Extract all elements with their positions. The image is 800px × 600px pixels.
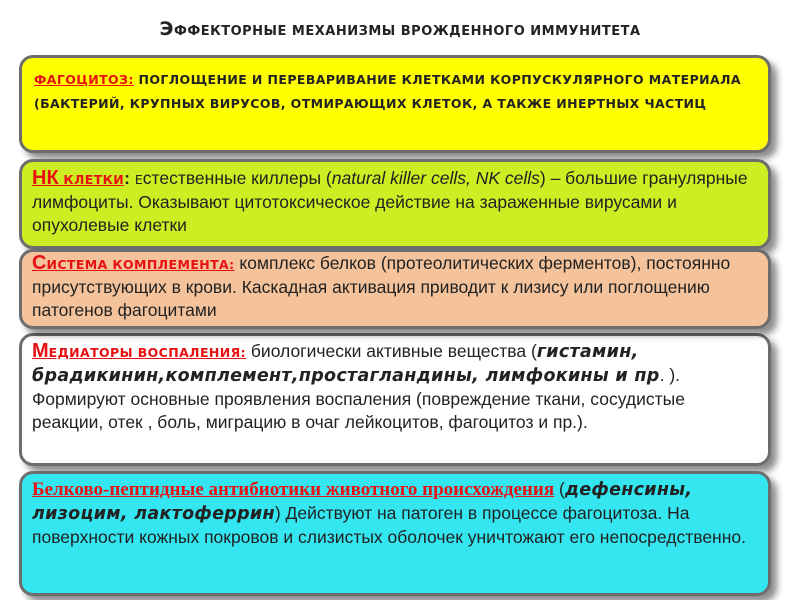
complement-key-big: С	[32, 252, 47, 274]
mediators-key	[32, 341, 246, 361]
nk-cells-italic: natural killer cells, NK cells	[331, 168, 540, 188]
mediators-box	[19, 333, 771, 466]
mediators-text-a: биологически активные вещества (	[246, 341, 537, 361]
nk-cells-key-big: НК	[32, 167, 59, 189]
mediators-bold-italic: гистамин, брадикинин,комплемент,простагландины, лимфокины и пр	[32, 342, 660, 386]
complement-key-rest: ИСТЕМА КОМПЛЕМЕНТА:	[46, 257, 235, 272]
mediators-text-b: . ). Формируют основные проявления воспаления (повреждение ткани, сосудистые реакции, отек , боль, миграцию в очаг лейкоцитов, фагоцитоз и пр.).	[32, 365, 685, 432]
antibiotics-bold-italic: дефенсины, лизоцим, лактоферрин	[32, 480, 693, 524]
complement-key	[32, 253, 235, 273]
mediators-key-big: М	[32, 340, 49, 362]
page-title	[0, 18, 800, 40]
antibiotics-box	[19, 471, 771, 596]
title-initial: Э	[159, 18, 174, 40]
complement-text: комплекс белков (протеолитических ферментов), постоянно присутствующих в крови. Каскадная активация приводит к лизису или поглощению патогенов фагоцитами	[32, 253, 731, 320]
nk-cells-key-rest: КЛЕТКИ	[58, 172, 125, 187]
phagocytosis-key: ФАГОЦИТОЗ:	[34, 72, 134, 87]
complement-box	[19, 249, 771, 329]
mediators-key-rest: ЕДИАТОРЫ ВОСПАЛЕНИЯ:	[48, 345, 247, 360]
antibiotics-text-b: ) Действуют на патоген в процессе фагоцитоза. На поверхности кожных покровов и слизистых оболочек уничтожают его непосредственно.	[32, 503, 746, 547]
nk-cells-key	[32, 168, 124, 188]
nk-cells-box	[19, 159, 771, 249]
antibiotics-text-a: (	[554, 479, 565, 499]
phagocytosis-text: ПОГЛОЩЕНИЕ И ПЕРЕВАРИВАНИЕ КЛЕТКАМИ КОРПУСКУЛЯРНОГО МАТЕРИАЛА (БАКТЕРИЙ, КРУПНЫХ ВИРУСОВ, ОТМИРАЮЩИХ КЛЕТОК, А ТАКЖЕ ИНЕРТНЫХ ЧАСТИЦ	[34, 72, 741, 111]
phagocytosis-box	[19, 55, 771, 153]
nk-cells-lead: Е	[134, 172, 143, 187]
nk-cells-text-b: ) – большие гранулярные лимфоциты. Оказывают цитотоксическое действие на зараженные вирусами и опухолевые клетки	[32, 168, 748, 235]
antibiotics-key: Белково-пептидные антибиотики животного происхождения	[32, 479, 555, 500]
title-rest: ФФЕКТОРНЫЕ МЕХАНИЗМЫ ВРОЖДЕННОГО ИММУНИТЕТА	[173, 24, 641, 39]
nk-cells-sep: :	[124, 168, 135, 188]
nk-cells-text-a: стественные киллеры (	[142, 168, 332, 188]
